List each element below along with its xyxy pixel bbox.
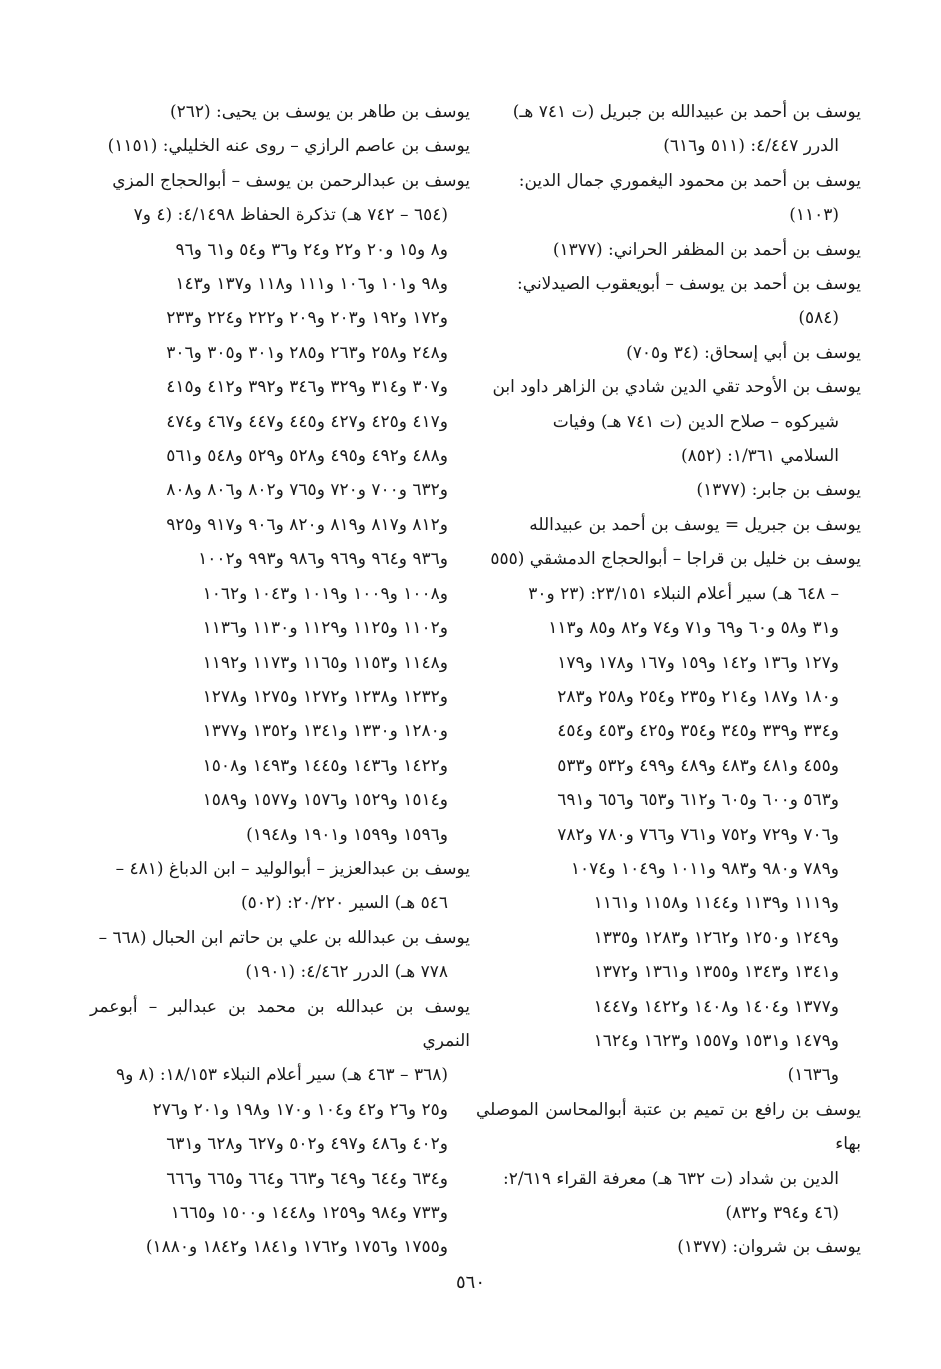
index-entry-continuation: و١١٤٨ و١١٥٣ و١١٦٥ و١١٧٣ و١١٩٢ <box>202 652 448 673</box>
index-entry <box>476 233 861 267</box>
index-entry <box>90 852 470 921</box>
index-entry-continuation: و٣٣٤ و٣٣٩ و٣٤٥ و٣٥٤ و٤٢٥ و٤٥٣ و٤٥٤ <box>557 721 839 742</box>
index-entry <box>476 95 861 164</box>
index-entry-continuation: (٤٦ و٣٩٤ و٨٣٢) <box>725 1203 839 1223</box>
index-entry-continuation: الدرر ٤/٤٤٧: (٥١١ و٦١٦) <box>663 136 839 157</box>
index-entry-continuation: و١٢٧ و١٣٦ و١٤٢ و١٥٩ و١٦٧ و١٧٨ و١٧٩ <box>557 652 839 673</box>
index-entry-heading: يوسف بن أحمد بن عبيدالله بن جبريل (ت ٧٤١ هـ) <box>512 102 861 122</box>
index-entry-continuation: (١١٠٣) <box>789 205 839 226</box>
index-entry-continuation: و١٦٣٦) <box>787 1065 839 1086</box>
index-entry <box>476 267 861 336</box>
index-entry-continuation: و٨١٢ و٨١٧ و٨١٩ و٨٢٠ و٩٠٦ و٩١٧ و٩٢٥ <box>166 514 448 535</box>
index-entry <box>476 336 861 370</box>
index-entry <box>90 164 470 852</box>
index-entry-continuation: و٤٠٢ و٤٨٦ و٤٩٧ و٥٠٢ و٦٢٧ و٦٢٨ و٦٣١ <box>166 1134 448 1155</box>
index-entry-continuation: و١٢٣٢ و١٢٣٨ و١٢٧٢ و١٢٧٥ و١٢٧٨ <box>202 686 448 707</box>
index-entry-continuation: و٤١٧ و٤٢٥ و٤٢٧ و٤٤٥ و٤٤٧ و٤٦٧ و٤٧٤ <box>166 411 448 432</box>
index-entry-continuation: و١٧٢ و١٩٢ و٢٠٣ و٢٠٩ و٢٢٢ و٢٢٤ و٢٣٣ <box>166 308 448 329</box>
index-entry-continuation: و١٢٤٩ و١٢٥٠ و١٢٦٢ و١٢٨٣ و١٣٣٥ <box>593 927 839 948</box>
index-entry-continuation: الدين بن شداد (ت ٦٣٢ هـ) معرفة القراء ٢/٦١٩: <box>502 1168 839 1189</box>
page-number: ٥٦٠ <box>455 1272 485 1293</box>
index-entry-heading: يوسف بن جابر: (١٣٧٧) <box>696 480 861 501</box>
index-entry-continuation: و١٨٠ و١٨٧ و٢١٤ و٢٣٥ و٢٥٤ و٢٥٨ و٢٨٣ <box>557 686 839 707</box>
index-entry <box>476 164 861 233</box>
index-entry-heading: يوسف بن عبدالرحمن بن يوسف – أبوالحجاج المزي <box>112 170 470 191</box>
index-entry-heading: يوسف بن أحمد بن يوسف – أبويعقوب الصيدلاني: <box>517 274 861 295</box>
index-entry-continuation: – ٦٤٨ هـ) سير أعلام النبلاء ٢٣/١٥١: (٢٣ و٣٠ <box>528 583 839 604</box>
index-entry-continuation: و٤٥٥ و٤٨١ و٤٨٣ و٤٨٩ و٤٩٩ و٥٣٢ و٥٣٣ <box>557 755 839 776</box>
index-entry-heading: يوسف بن طاهر بن يوسف بن يحيى: (٢٦٢) <box>169 102 470 122</box>
index-entry <box>476 1093 861 1231</box>
index-entry <box>476 473 861 507</box>
index-entry-heading: يوسف بن عاصم الرازي – روى عنه الخليلي: (١١٥١) <box>107 136 470 157</box>
index-entry-continuation: و١١١٩ و١١٣٩ و١١٤٤ و١١٥٨ و١١٦١ <box>593 893 839 914</box>
index-entry-continuation: و٦٣٤ و٦٤٤ و٦٤٩ و٦٦٣ و٦٦٤ و٦٦٥ و٦٦٦ <box>166 1168 448 1189</box>
index-column-right <box>476 95 861 1265</box>
index-entry-continuation: و١٥١٤ و١٥٢٩ و١٥٧٦ و١٥٧٧ و١٥٨٩ <box>202 790 448 811</box>
index-entry <box>90 921 470 990</box>
index-entry-continuation: و٥٦٣ و٦٠٠ و٦٠٥ و٦١٢ و٦٥٣ و٦٥٦ و٦٩١ <box>557 790 839 811</box>
index-entry-heading: يوسف بن أبي إسحاق: (٣٤ و٧٠٥) <box>626 342 861 363</box>
index-entry-continuation: (٥٨٤) <box>798 308 839 329</box>
index-entry-heading: يوسف بن عبدالله بن علي بن حاتم ابن الحبال (٦٦٨ – <box>98 927 470 948</box>
index-entry-continuation: و١٤٢٢ و١٤٣٦ و١٤٤٥ و١٤٩٣ و١٥٠٨ <box>202 755 448 776</box>
index-entry-heading: يوسف بن أحمد بن محمود اليغموري جمال الدين: <box>518 170 861 191</box>
index-entry-continuation: و٧٨٩ و٩٨٠ و٩٨٣ و١٠١١ و١٠٤٩ و١٠٧٤ <box>570 858 839 879</box>
index-entry-continuation: و١٠٠٨ و١٠٠٩ و١٠١٩ و١٠٤٣ و١٠٦٢ <box>202 583 448 604</box>
index-entry-continuation: و٦٣٢ و٧٠٠ و٧٢٠ و٧٦٥ و٨٠٢ و٨٠٦ و٨٠٨ <box>166 480 448 501</box>
index-entry <box>476 508 861 542</box>
index-entry-continuation: السلامي ١/٣٦١: (٨٥٢) <box>681 446 839 467</box>
index-entry-continuation: و٣٠٧ و٣١٤ و٣٢٩ و٣٤٦ و٣٩٢ و٤١٢ و٤١٥ <box>166 377 448 398</box>
index-entry-continuation: ٧٧٨ هـ) الدرر ٤/٤٦٢: (١٩٠١) <box>245 962 448 983</box>
index-entry-continuation: (٦٥٤ – ٧٤٢ هـ) تذكرة الحفاظ ٤/١٤٩٨: (٤ و٧ <box>133 205 448 226</box>
index-entry-continuation: و٤٨٨ و٤٩٢ و٤٩٥ و٥٢٨ و٥٢٩ و٥٤٨ و٥٦١ <box>166 446 448 467</box>
index-entry-heading: يوسف بن شروان: (١٣٧٧) <box>677 1237 861 1258</box>
index-entry-continuation: و٣١ و٥٨ و٦٠ و٦٩ و٧١ و٧٤ و٨٢ و٨٥ و١١٣ <box>548 618 839 639</box>
index-entry <box>90 95 470 129</box>
index-entry-continuation: و٩٣٦ و٩٦٤ و٩٦٩ و٩٨٦ و٩٩٣ و١٠٠٢ <box>198 549 448 570</box>
index-entry <box>476 542 861 1093</box>
index-entry-heading: يوسف بن خليل بن قراجا – أبوالحجاج الدمشقي (٥٥٥ <box>490 549 861 570</box>
index-entry-continuation: و١٥٩٦ و١٥٩٩ و١٩٠١ و١٩٤٨) <box>246 824 448 845</box>
index-entry-heading: يوسف بن رافع بن تميم بن عتبة أبوالمحاسن الموصلي بهاء <box>476 1099 861 1155</box>
index-entry-heading: يوسف بن عبدالله بن محمد بن عبدالبر – أبوعمر النمري <box>90 996 470 1051</box>
index-entry-continuation: و١٢٨٠ و١٣٣٠ و١٣٤١ و١٣٥٢ و١٣٧٧ <box>202 721 448 742</box>
index-entry <box>90 129 470 163</box>
index-entry-continuation: شيركوه – صلاح الدين (ت ٧٤١ هـ) وفيات <box>552 411 839 432</box>
index-entry-continuation: و٨ و١٥ و٢٠ و٢٢ و٢٤ و٣٦ و٥٤ و٦١ و٩٦ <box>175 239 448 260</box>
index-entry-continuation: و٢٥ و٢٦ و٤٢ و١٠٤ و١٧٠ و١٩٨ و٢٠١ و٢٧٦ <box>152 1099 448 1120</box>
index-entry-continuation: و٢٤٨ و٢٥٨ و٢٦٣ و٢٨٥ و٣٠١ و٣٠٥ و٣٠٦ <box>166 342 448 363</box>
index-entry-continuation: (٣٦٨ – ٤٦٣ هـ) سير أعلام النبلاء ١٨/١٥٣: (٨ و٩ <box>115 1065 448 1086</box>
index-entry-continuation: ٥٤٦ هـ) السير ٢٠/٢٢٠: (٥٠٢) <box>241 893 448 914</box>
index-entry-continuation: و٩٨ و١٠١ و١٠٦ و١١١ و١١٨ و١٣٧ و١٤٣ <box>175 274 448 295</box>
index-entry-continuation: و١٣٧٧ و١٤٠٤ و١٤٠٨ و١٤٢٢ و١٤٤٧ <box>593 996 839 1017</box>
index-entry-heading: يوسف بن عبدالعزيز – أبوالوليد – ابن الدباغ (٤٨١ – <box>115 858 470 879</box>
index-entry-continuation: و١٧٥٥ و١٧٥٦ و١٧٦٢ و١٨٤١ و١٨٤٢ و١٨٨٠) <box>145 1237 448 1258</box>
index-entry-continuation: و١١٠٢ و١١٢٥ و١١٢٩ و١١٣٠ و١١٣٦ <box>202 618 448 639</box>
index-entry-heading: يوسف بن الأوحد تقي الدين شادي بن الزاهر داود ابن <box>492 377 861 398</box>
index-entry <box>476 370 861 473</box>
index-entry <box>476 1230 861 1264</box>
index-entry-continuation: و١٣٤١ و١٣٤٣ و١٣٥٥ و١٣٦١ و١٣٧٢ <box>593 962 839 983</box>
index-entry-continuation: و١٤٧٩ و١٥٣١ و١٥٥٧ و١٦٢٣ و١٦٢٤ <box>593 1030 839 1051</box>
index-column-left <box>90 95 470 1265</box>
index-entry-continuation: و٧٣٣ و٩٨٤ و١٢٥٩ و١٤٤٨ و١٥٠٠ و١٦٦٥ <box>170 1203 448 1223</box>
index-entry <box>90 990 470 1265</box>
index-entry-heading: يوسف بن أحمد بن المظفر الحراني: (١٣٧٧) <box>552 239 861 260</box>
index-entry-heading: يوسف بن جبريل = يوسف بن أحمد بن عبيدالله <box>529 514 861 535</box>
index-entry-continuation: و٧٠٦ و٧٢٩ و٧٥٢ و٧٦١ و٧٦٦ و٧٨٠ و٧٨٢ <box>557 824 839 845</box>
